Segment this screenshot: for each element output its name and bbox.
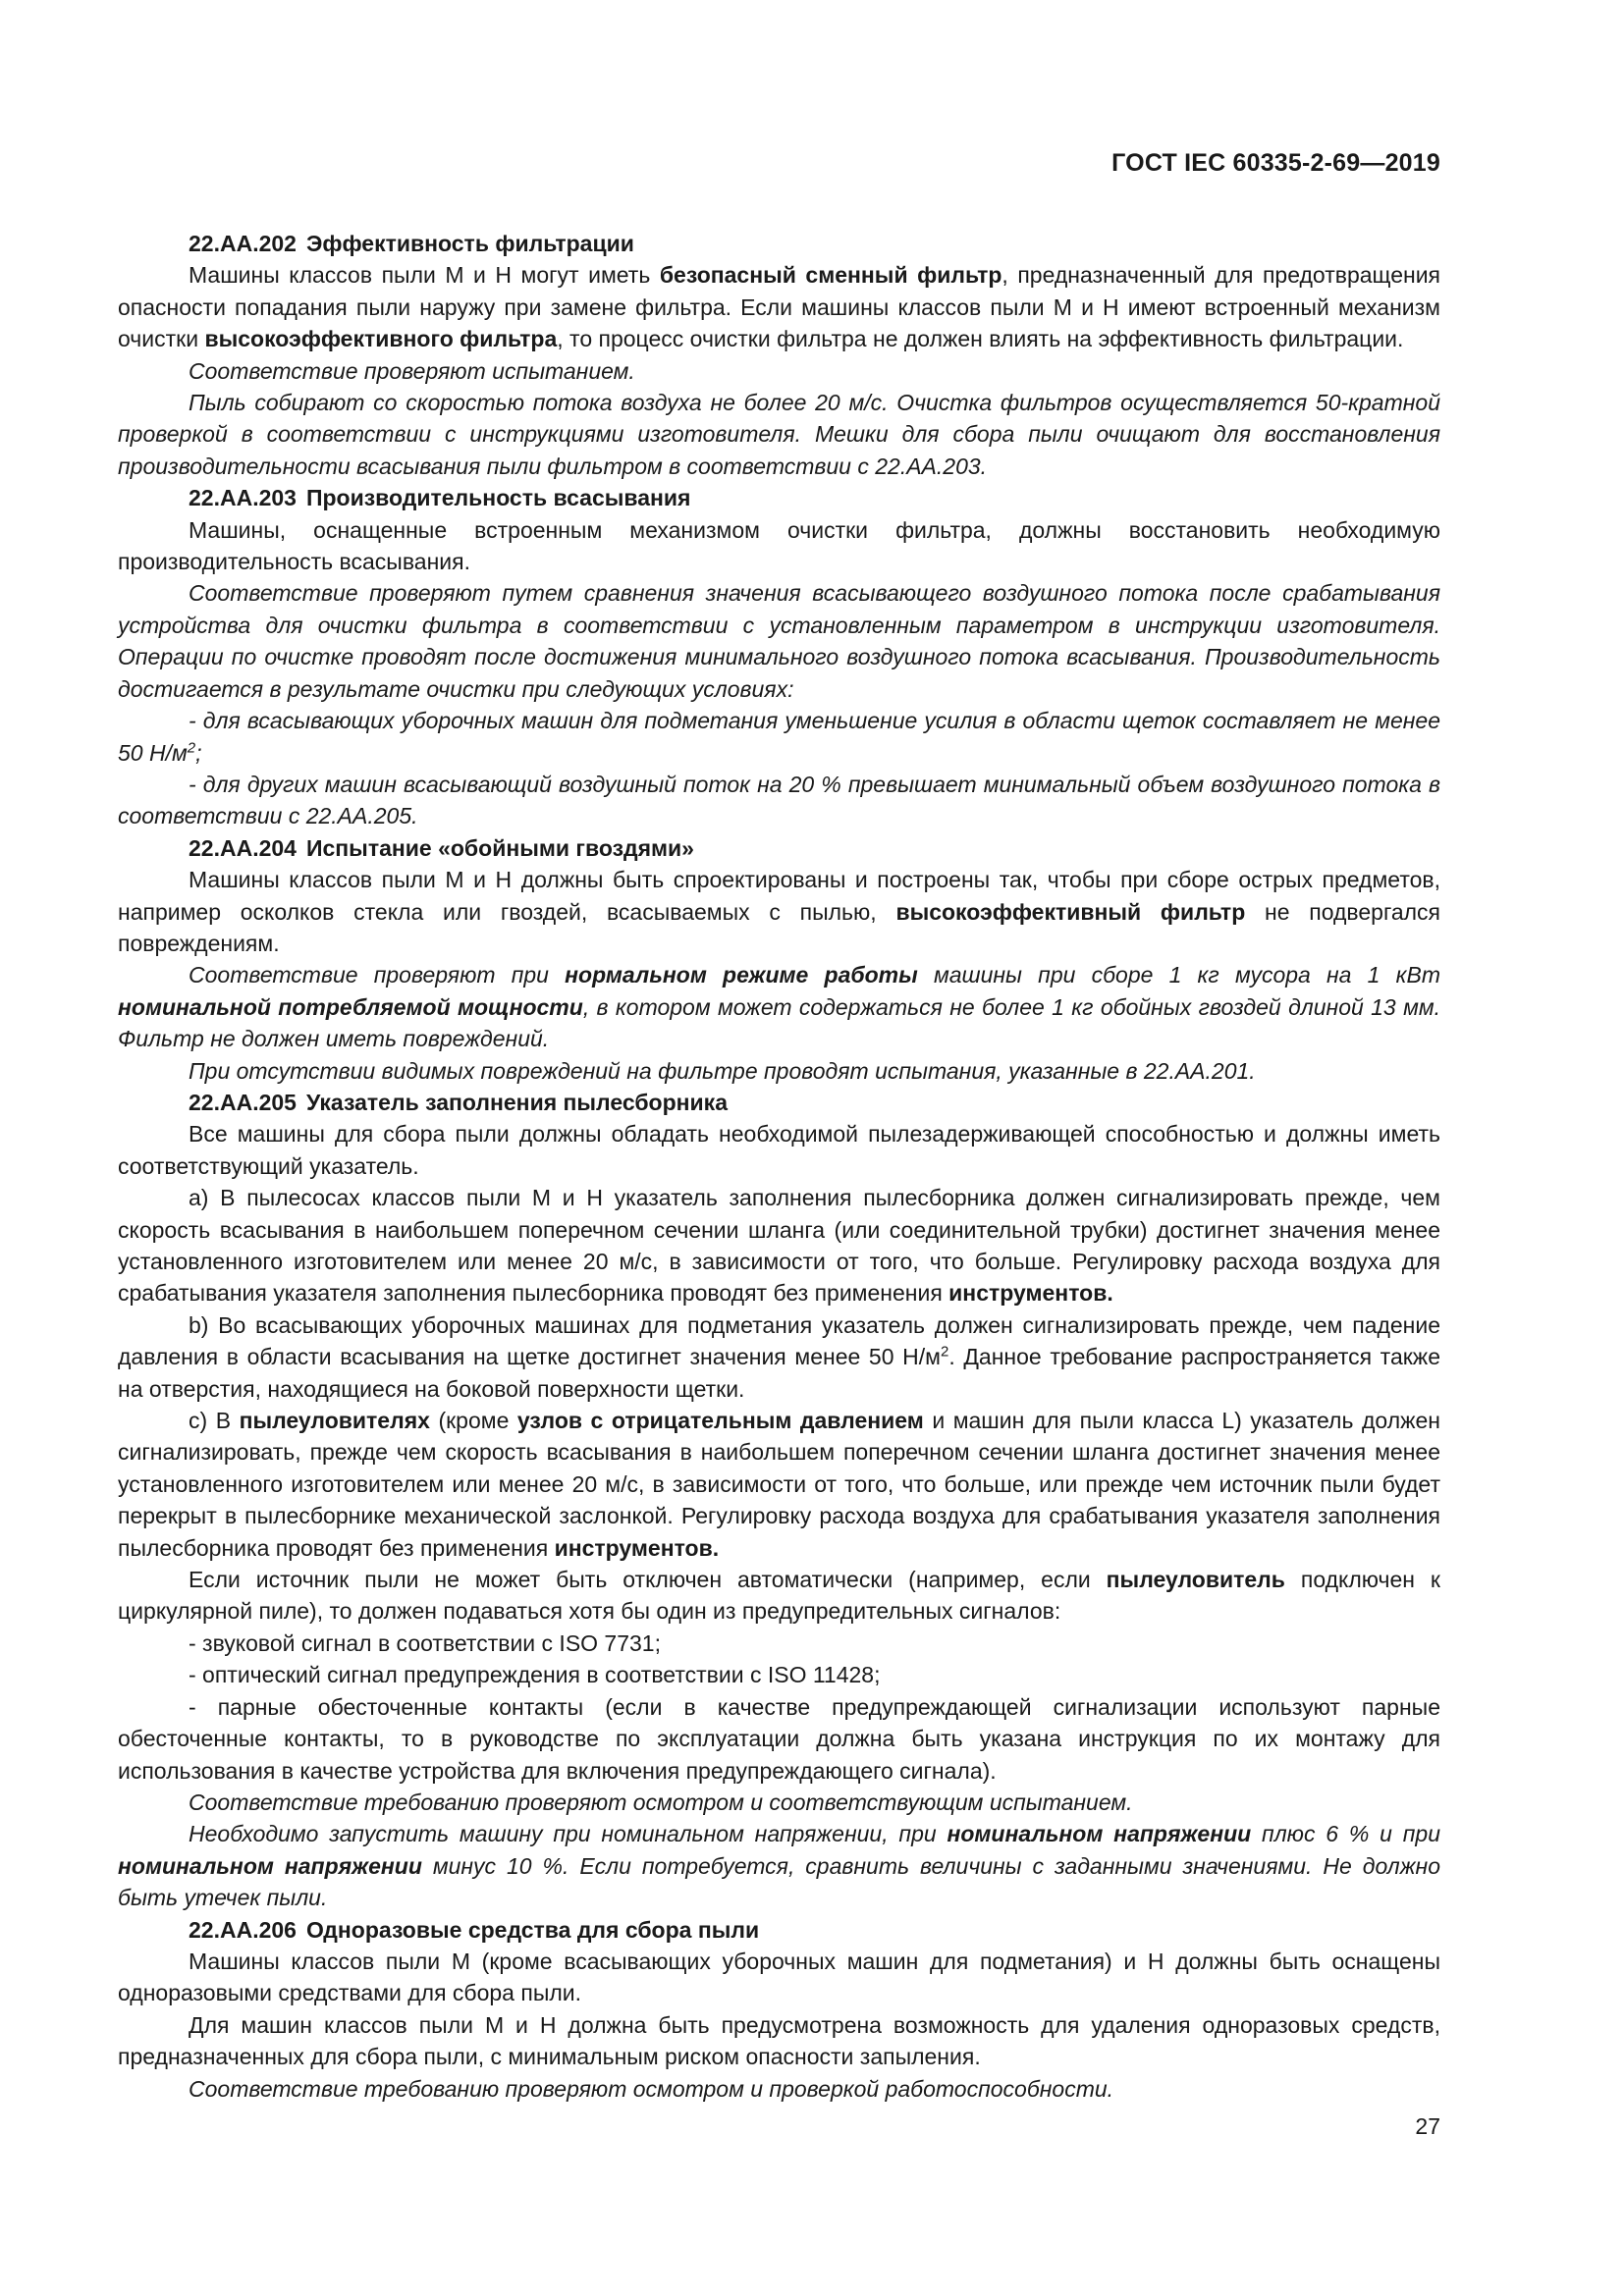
list-item-c: c) В пылеуловителях (кроме узлов с отрицательным давлением и машин для пыли класса L) указатель должен сигнализировать, прежде чем скорость всасывания в наибольшем поперечном сечении шланга достигнет значения менее установленного изготовителем или менее 20 м/с, в зависимости от того, что больше, или прежде чем источник пыли будет перекрыт в пылесборнике механической заслонкой. Регулировку расхода воздуха для срабатывания указателя заполнения пылесборника проводят без применения инструментов.	[118, 1408, 1440, 1561]
term: узлов с отрицательным давлением	[516, 1408, 924, 1434]
term: инструментов.	[948, 1280, 1113, 1307]
section-number: 22.AA.203	[189, 485, 297, 511]
list-item: - парные обесточенные контакты (если в качестве предупреждающей сигнализации используют парные обесточенные контакты, то в руководстве по эксплуатации должна быть указана инструкция по их монтажу для использования в качестве устройства для включения предупреждающего сигнала).	[118, 1693, 1440, 1784]
paragraph: Для машин классов пыли М и Н должна быть предусмотрена возможность для удаления одноразовых средств, предназначенных для сбора пыли, с минимальным риском опасности запыления.	[118, 2011, 1440, 2070]
compliance-text: Необходимо запустить машину при номинальном напряжении, при номинальном напряжении плюс 6 % и при номинальном напряжении минус 10 %. Если потребуется, сравнить величины с заданными значениями. Не должно быть утечек пыли.	[118, 1821, 1440, 1911]
compliance-text: Соответствие требованию проверяют осмотром и проверкой работоспособности.	[189, 2075, 1114, 2102]
paragraph: Машины классов пыли М и Н должны быть спроектированы и построены так, чтобы при сборе острых предметов, например осколков стекла или гвоздей, всасываемых с пылью, высокоэффективный фильтр не подвергался повреждениям.	[118, 867, 1440, 956]
compliance-text: При отсутствии видимых повреждений на фильтре проводят испытания, указанные в 22.AA.201.	[189, 1057, 1256, 1084]
section-heading-203	[118, 482, 1440, 513]
paragraph: Машины, оснащенные встроенным механизмом очистки фильтра, должны восстановить необходимую производительность всасывания.	[118, 516, 1440, 575]
compliance-text: Соответствие проверяют при нормальном режиме работы машины при сборе 1 кг мусора на 1 кВт номинальной потребляемой мощности, в котором может содержаться не более 1 кг обойных гвоздей длиной 13 мм. Фильтр не должен иметь повреждений.	[118, 962, 1440, 1052]
paragraph: Если источник пыли не может быть отключен автоматически (например, если пылеуловитель подключен к циркулярной пиле), то должен подаваться хотя бы один из предупредительных сигналов:	[118, 1567, 1440, 1625]
document-body	[118, 228, 1440, 2105]
term: высокоэффективного фильтра	[204, 326, 558, 352]
page-header: ГОСТ IEC 60335-2-69—2019	[1111, 149, 1440, 177]
paragraph: Все машины для сбора пыли должны обладать необходимой пылезадерживающей способностью и должны иметь соответствующий указатель.	[118, 1121, 1440, 1179]
section-title: Одноразовые средства для сбора пыли	[305, 1916, 760, 1943]
section-title: Указатель заполнения пылесборника	[305, 1089, 728, 1115]
paragraph: Машины классов пыли М (кроме всасывающих уборочных машин для подметания) и Н должны быть оснащены одноразовыми средствами для сбора пыли.	[118, 1948, 1440, 2006]
term: высокоэффективный фильтр	[895, 898, 1246, 925]
term: номинальном напряжении	[118, 1852, 422, 1879]
compliance-text: Соответствие требованию проверяют осмотром и соответствующим испытанием.	[189, 1789, 1133, 1815]
term: нормальном режиме работы	[565, 962, 918, 988]
list-item-a: a) В пылесосах классов пыли М и Н указатель заполнения пылесборника должен сигнализировать прежде, чем скорость всасывания в наибольшем поперечном сечении шланга (или соединительной трубки) достигнет значения менее установленного изготовителем или менее 20 м/с, в зависимости от того, что больше. Регулировку расхода воздуха для срабатывания указателя заполнения пылесборника проводят без применения инструментов.	[118, 1185, 1440, 1307]
term: пылеуловителях	[239, 1408, 430, 1434]
section-heading-202	[118, 228, 1440, 259]
section-title: Эффективность фильтрации	[305, 231, 634, 256]
section-heading-206	[118, 1914, 1440, 1946]
section-number: 22.AA.206	[189, 1916, 297, 1943]
term: безопасный сменный фильтр	[659, 262, 1002, 289]
section-number: 22.AA.204	[189, 834, 297, 861]
term: номинальном напряжении	[947, 1821, 1252, 1847]
section-title: Испытание «обойными гвоздями»	[305, 834, 694, 861]
term: пылеуловитель	[1106, 1567, 1285, 1593]
section-title: Производительность всасывания	[305, 485, 691, 511]
section-heading-204	[118, 832, 1440, 864]
list-item: - для всасывающих уборочных машин для подметания уменьшение усилия в области щеток составляет не менее 50 $Н/м^2$;	[118, 708, 1440, 766]
term: инструментов.	[554, 1534, 720, 1561]
page-number: 27	[1415, 2113, 1440, 2139]
paragraph: Машины классов пыли М и Н могут иметь безопасный сменный фильтр, предназначенный для предотвращения опасности попадания пыли наружу при замене фильтра. Если машины классов пыли М и Н имеют встроенный механизм очистки высокоэффективного фильтра, то процесс очистки фильтра не должен влиять на эффективность фильтрации.	[118, 262, 1440, 352]
list-item: - оптический сигнал предупреждения в соответствии с ISO 11428;	[189, 1662, 881, 1688]
compliance-text: Соответствие проверяют путем сравнения значения всасывающего воздушного потока после срабатывания устройства для очистки фильтра в соответствии с установленным параметром в инструкции изготовителя. Операции по очистке проводят после достижения минимального воздушного потока всасывания. Производительность достигается в результате очистки при следующих условиях:	[118, 580, 1440, 702]
compliance-text: Соответствие проверяют испытанием.	[189, 357, 635, 384]
section-number: 22.AA.202	[189, 231, 297, 256]
list-item: - звуковой сигнал в соответствии с ISO 7731;	[189, 1629, 661, 1656]
section-heading-205	[118, 1087, 1440, 1118]
list-item-b: b) Во всасывающих уборочных машинах для подметания указатель должен сигнализировать прежде, чем падение давления в области всасывания на щетке достигнет значения менее 50 $Н/м^2$. Данное требование распространяется также на отверстия, находящиеся на боковой поверхности щетки.	[118, 1311, 1440, 1402]
compliance-text: Пыль собирают со скоростью потока воздуха не более 20 м/с. Очистка фильтров осуществляется 50-кратной проверкой в соответствии с инструкциями изготовителя. Мешки для сбора пыли очищают для восстановления производительности всасывания пыли фильтром в соответствии с 22.AA.203.	[118, 390, 1440, 479]
term: номинальной потребляемой мощности	[118, 993, 583, 1020]
section-number: 22.AA.205	[189, 1089, 297, 1115]
list-item: - для других машин всасывающий воздушный поток на 20 % превышает минимальный объем воздушного потока в соответствии с 22.AA.205.	[118, 771, 1440, 829]
